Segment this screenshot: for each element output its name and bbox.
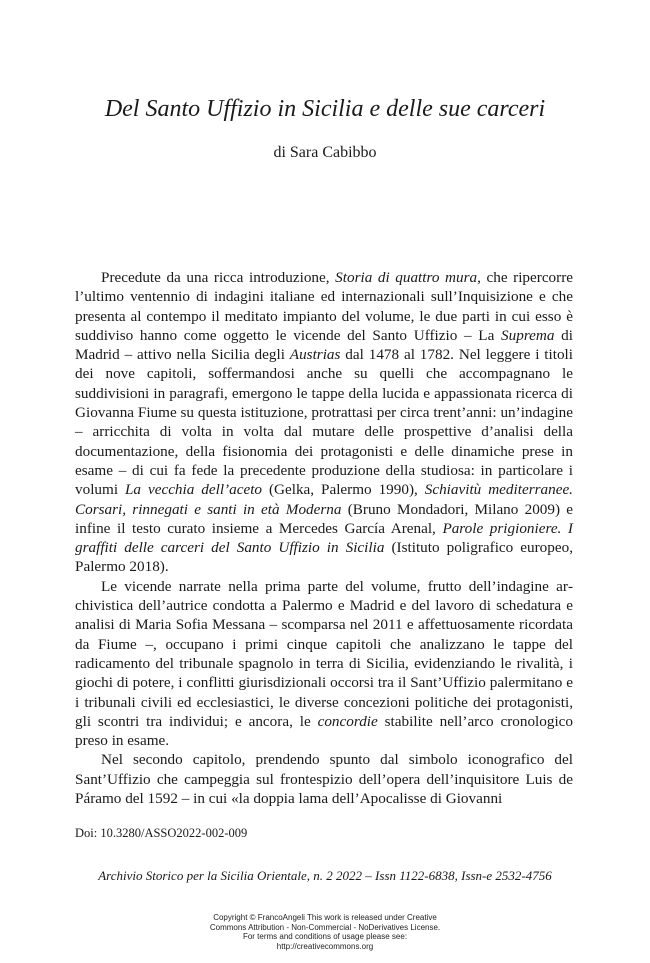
license-line: For terms and conditions of usage please see: <box>242 932 408 941</box>
text-run: Precedute da una ricca introduzione, <box>101 269 336 286</box>
italic-run: Austrias <box>289 346 341 364</box>
text-run: di Madrid – attivo nella Sicilia degli <box>75 326 573 364</box>
italic-run: concordie <box>317 712 378 730</box>
text-run: (Gelka, Palermo 1990), <box>262 481 425 499</box>
body-paragraph <box>75 577 573 751</box>
text-run: (Bruno Mondadori, Milano 2009) e infine il testo curato insieme a Mercedes García Arenal, <box>75 500 574 537</box>
license-link[interactable]: http://creativecommons.org <box>276 941 374 951</box>
italic-run: Schiavitù mediterranee. Corsari, rinnegati e santi in età Moderna <box>75 481 573 518</box>
italic-run: La vecchia dell’aceto <box>124 481 263 499</box>
italic-run: Parole prigioniere. I graffiti delle carceri del Santo Uffizio in Sicilia <box>75 519 573 557</box>
license-line: Copyright © FrancoAngeli This work is released under Creative <box>213 913 437 922</box>
text-run: (Istituto poligrafico europeo, Palermo 2018). <box>75 539 574 576</box>
doi-line: Doi: 10.3280/ASSO2022-002-009 <box>75 826 248 840</box>
italic-run: Storia di quattro mura <box>335 269 478 286</box>
body-paragraph <box>75 750 573 808</box>
journal-citation: Archivio Storico per la Sicilia Orientale, n. 2 2022 – Issn 1122-6838, Issn-e 2532-4756 <box>98 868 552 883</box>
text-run: dal 1478 al 1782. Nel leggere i titoli dei nove capitoli, soffermandosi anche su quelli che accompagnano le suddivisioni in paragrafi, emergono le tappe della lucida e appassionata ricerca di Giovanna Fiume su questa istituzione, protrattasi per circa trent’anni: un’indagine – arricchita di volta in volta dal mutare delle prospettive d’analisi della documentazione, della fisionomia dei protagonisti e delle dinamiche prese in esame – di cui fa fede la precedente produzione della studiosa: in particolare i volumi <box>75 346 573 499</box>
article-title: Del Santo Uffizio in Sicilia e delle sue carceri <box>104 96 546 122</box>
text-run: , che ripercorre l’ultimo ventennio di indagini italiane ed internazionali sull’Inquisizione e che presenta al contempo il meditato impianto del volume, le due parti in cui esso è suddiviso hanno come oggetto le vicende del Santo Uffizio – La <box>75 269 574 344</box>
text-run: Nel secondo capitolo, prendendo spunto dal simbolo iconografico del Sant’Uffizio che campeggia sul frontespizio dell’opera dell’inquisitore Luis de Páramo del 1592 – in cui «la doppia lama dell’Apocalisse di Giovanni <box>75 751 573 808</box>
license-line: Commons Attribution - Non-Commercial - NoDerivatives License. <box>209 922 441 932</box>
italic-run: Suprema <box>501 326 555 344</box>
body-paragraph <box>75 268 573 577</box>
article-author: di Sara Cabibbo <box>273 144 377 161</box>
article-body <box>75 268 573 808</box>
text-run: stabilite nell’arco cronologico preso in esame. <box>75 712 573 750</box>
license-notice <box>0 913 650 951</box>
text-run: Le vicende narrate nella prima parte del volume, frutto dell’indagine archivistica dell’autrice condotta a Palermo e Madrid e del lavoro di schedatura e analisi di Maria Sofia Messana – scomparsa nel 2011 e affettuosamente ricordata da Fiume –, occupano i primi cinque capitoli che analizzano le tappe del radicamento del tribunale spagnolo in terra di Sicilia, evidenziando le rivalità, i giochi di potere, i conflitti giurisdizionali occorsi tra il Sant’Uffizio palermitano e i tribunali civili ed ecclesiastici, le diverse concezioni politiche dei protagonisti, gli scontri tra individui; e ancora, le <box>75 577 573 730</box>
